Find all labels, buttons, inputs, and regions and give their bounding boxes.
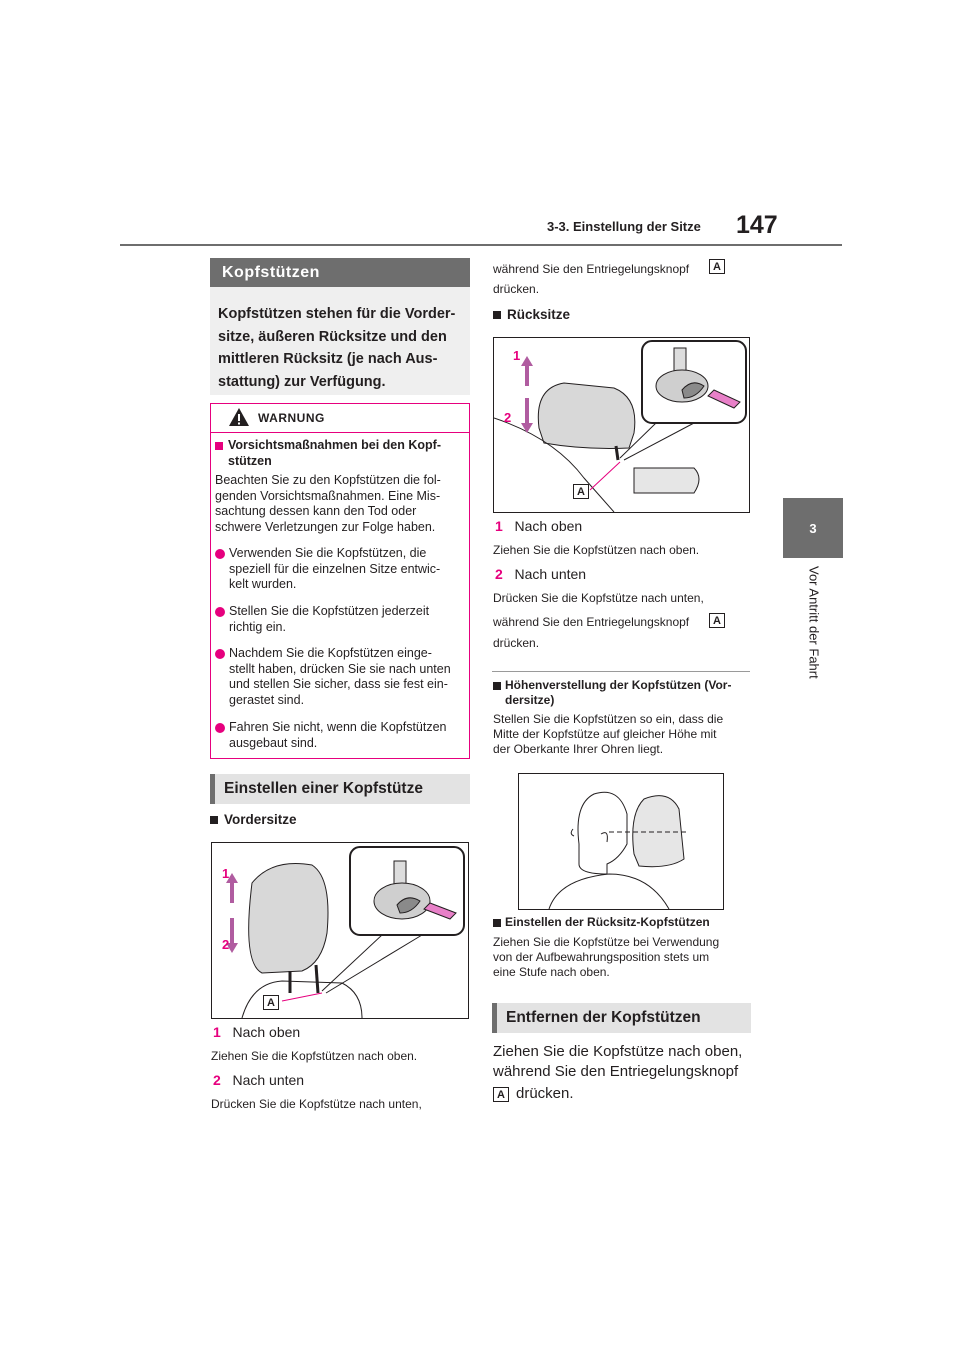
figure-label-button: A	[263, 995, 279, 1010]
front-step-2-desc: Drücken Sie die Kopfstütze nach unten,	[211, 1097, 422, 1111]
rear-step-2-desc: Drücken Sie die Kopfstütze nach unten,	[493, 591, 704, 605]
entfernen-heading: Entfernen der Kopfstützen	[492, 1003, 751, 1033]
chapter-title: Vor Antritt der Fahrt	[806, 566, 822, 679]
page-number: 147	[736, 211, 778, 239]
button-a-ref: A	[493, 1087, 509, 1102]
rear-step-1-desc: Ziehen Sie die Kopfstützen nach oben.	[493, 543, 700, 557]
rear-step-2: 2 Nach unten	[495, 566, 587, 582]
warning-bullet: Fahren Sie nicht, wenn die Kopfstützen ausgebaut sind.	[215, 720, 467, 751]
warning-bullet: Stellen Sie die Kopfstützen jederzeit richtig ein.	[215, 604, 467, 635]
round-bullet-icon	[215, 607, 225, 617]
height-adjust-figure	[518, 773, 724, 910]
front-step-2-end: drücken.	[493, 282, 540, 296]
rear-step-2-end: drücken.	[493, 636, 540, 650]
divider	[492, 671, 750, 672]
kopfstuetzen-heading: Kopfstützen	[210, 258, 470, 287]
intro-box	[210, 287, 470, 395]
hoehe-body: Stellen Sie die Kopfstützen so ein, dass die Mitte der Kopfstütze auf gleicher Höhe mit der Oberkante Ihrer Ohren liegt.	[493, 712, 724, 756]
vordersitze-subheading: Vordersitze	[210, 812, 297, 827]
figure-label-down: 2	[504, 410, 512, 425]
rear-headrest-figure	[493, 337, 750, 513]
warning-bullet: Nachdem Sie die Kopfstützen einge- stellt haben, drücken Sie sie nach unten und stellen Sie sicher, dass sie fest ein- gerastet sind.	[215, 646, 467, 708]
section-title: 3-3. Einstellung der Sitze	[547, 219, 701, 234]
figure-label-down: 2	[222, 937, 230, 952]
figure-label-up: 1	[513, 348, 521, 363]
figure-label-up: 1	[222, 866, 230, 881]
front-step-1-desc: Ziehen Sie die Kopfstützen nach oben.	[211, 1049, 418, 1063]
warning-divider	[210, 432, 470, 433]
figure-label-button: A	[573, 484, 589, 499]
einstellen-heading: Einstellen einer Kopfstütze	[210, 774, 470, 804]
round-bullet-icon	[215, 549, 225, 559]
ruecksitze-subheading: Rücksitze	[493, 307, 570, 322]
rear-step-2-cont: während Sie den Entriegelungsknopf	[493, 615, 690, 629]
square-bullet-icon	[215, 442, 223, 450]
intro-line: sitze, äußeren Rücksitze und den	[218, 328, 447, 345]
warning-triangle-icon	[228, 407, 250, 427]
button-a-ref: A	[709, 259, 725, 274]
hoehe-heading: Höhenverstellung der Kopfstützen (Vor- dersitze)	[493, 678, 751, 708]
front-step-2: 2 Nach unten	[213, 1072, 305, 1088]
warning-body: Beachten Sie zu den Kopfstützen die fol- genden Vorsichtsmaßnahmen. Eine Mis- sachtung dessen kann den Tod oder schwere Verletzungen zur Folge haben.	[215, 473, 441, 534]
warning-title: WARNUNG	[258, 411, 325, 425]
entfernen-body: Ziehen Sie die Kopfstütze nach oben, während Sie den Entriegelungsknopf	[493, 1043, 743, 1080]
entfernen-end: drücken.	[516, 1085, 574, 1102]
header-rule	[120, 244, 842, 246]
intro-line: mittleren Rücksitz (je nach Aus-	[218, 351, 438, 367]
front-headrest-figure	[211, 842, 469, 1019]
round-bullet-icon	[215, 723, 225, 733]
intro-line: stattung) zur Verfügung.	[218, 373, 386, 390]
ruecksitz-body: Ziehen Sie die Kopfstütze bei Verwendung von der Aufbewahrungsposition stets um eine Stufe nach oben.	[493, 935, 720, 979]
intro-line: Kopfstützen stehen für die Vorder-	[218, 306, 456, 322]
ruecksitz-heading: Einstellen der Rücksitz-Kopfstützen	[493, 915, 751, 930]
warning-heading: Vorsichtsmaßnahmen bei den Kopf- stützen	[215, 438, 465, 469]
rear-step-1: 1 Nach oben	[495, 518, 583, 534]
chapter-tab: 3	[783, 498, 843, 558]
warning-bullet: Verwenden Sie die Kopfstützen, die speziell für die einzelnen Sitze entwic- kelt wurden.	[215, 546, 467, 593]
front-step-2-cont: während Sie den Entriegelungsknopf	[493, 262, 690, 276]
front-step-1: 1 Nach oben	[213, 1024, 301, 1040]
round-bullet-icon	[215, 649, 225, 659]
button-a-ref: A	[709, 613, 725, 628]
